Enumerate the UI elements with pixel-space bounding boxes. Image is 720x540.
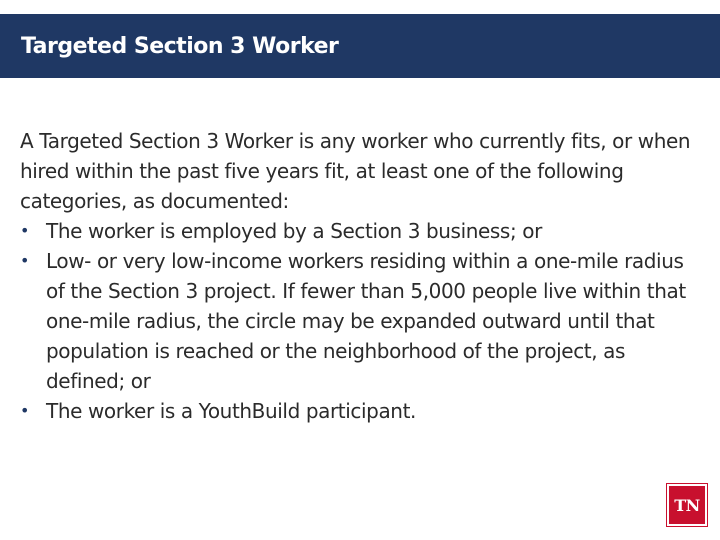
bullet-text: Low- or very low-income workers residing within a one-mile radius of the Section 3 project. If fewer than 5,000 people live within that one-mile radius, the circle may be expanded outward until that population is reached or the neighborhood of the project, as defined; or	[46, 249, 686, 393]
title-bar	[0, 14, 720, 78]
logo-text: TN	[674, 495, 700, 515]
slide-body	[20, 126, 700, 426]
bullet-item	[20, 396, 700, 426]
slide-title: Targeted Section 3 Worker	[21, 33, 339, 59]
bullet-list	[20, 216, 700, 426]
tn-logo	[667, 484, 707, 526]
bullet-icon: •	[20, 221, 30, 240]
bullet-item	[20, 216, 700, 246]
bullet-icon: •	[20, 401, 30, 420]
bullet-icon: •	[20, 251, 30, 270]
bullet-item	[20, 246, 700, 396]
bullet-text: The worker is a YouthBuild participant.	[46, 399, 416, 423]
bullet-text: The worker is employed by a Section 3 business; or	[46, 219, 542, 243]
intro-paragraph: A Targeted Section 3 Worker is any worker who currently fits, or when hired within the past five years fit, at least one of the following categories, as documented:	[20, 129, 691, 213]
